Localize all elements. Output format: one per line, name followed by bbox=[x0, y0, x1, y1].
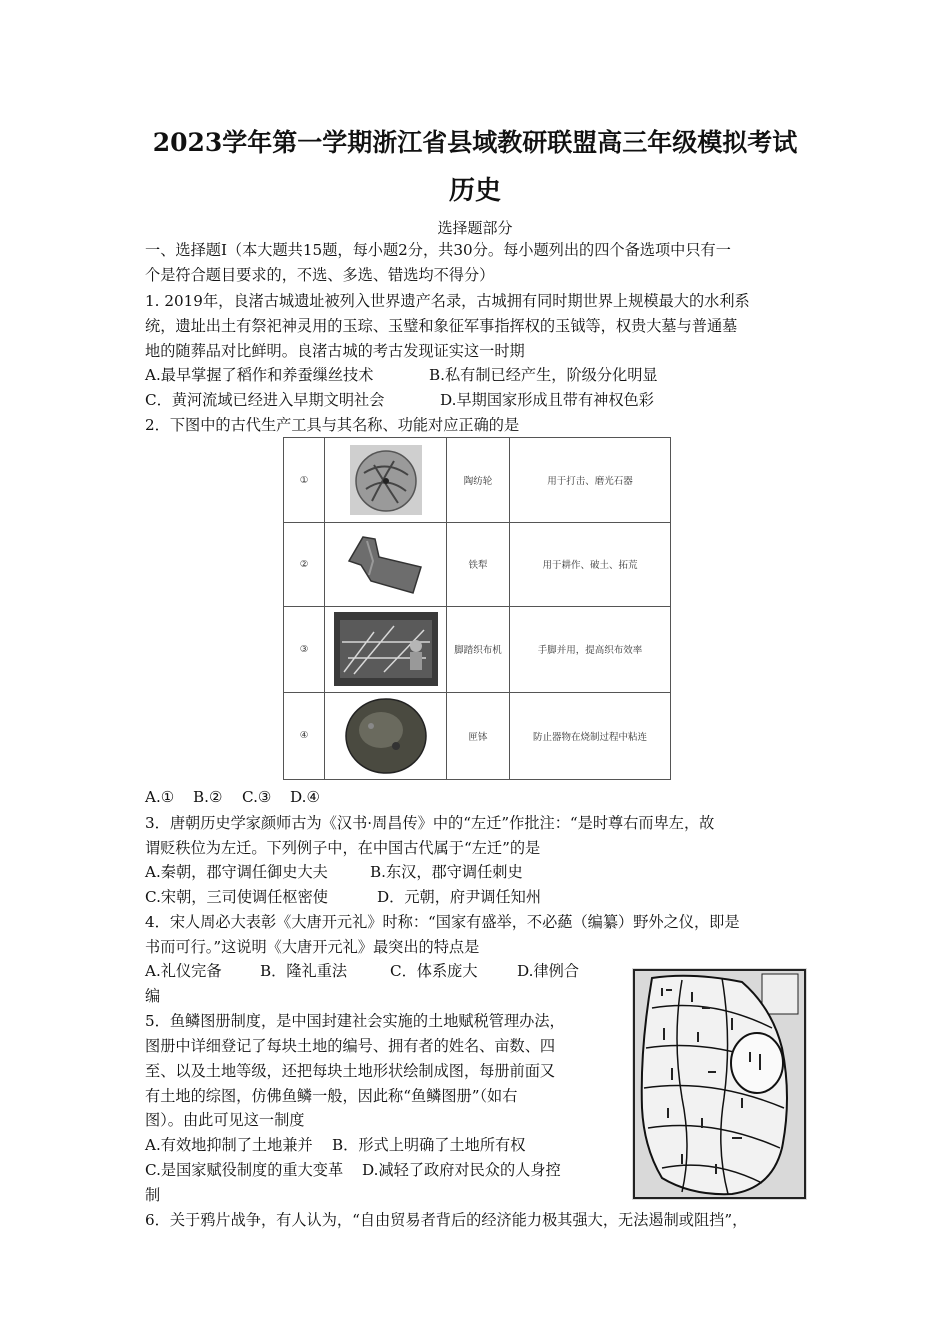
q5-option-c: C.是国家赋役制度的重大变革 bbox=[145, 1161, 344, 1179]
treadle-loom-image bbox=[325, 606, 446, 692]
kiln-disc-image bbox=[325, 692, 446, 779]
row-number: ② bbox=[299, 558, 309, 570]
row-number: ③ bbox=[299, 643, 309, 655]
tool-function: 用于耕作、破土、拓荒 bbox=[542, 560, 638, 571]
q1-option-a: A.最早掌握了稻作和养蚕缫丝技术 bbox=[145, 366, 374, 384]
q1-stem: 1. 2019年，良渚古城遗址被列入世界遗产名录，古城拥有同时期世界上规模最大的水利系 bbox=[145, 292, 750, 310]
tool-name: 匣钵 bbox=[468, 731, 488, 743]
q6-stem: 6．关于鸦片战争，有人认为，“自由贸易者背后的经济能力极其强大，无法遏制或阻挡”， bbox=[145, 1211, 748, 1229]
q5-option-b: B．形式上明确了土地所有权 bbox=[332, 1136, 526, 1154]
q1-option-b: B.私有制已经产生，阶级分化明显 bbox=[429, 366, 658, 384]
q5-stem: 图册中详细登记了每块土地的编号、拥有者的姓名、亩数、四 bbox=[145, 1037, 556, 1055]
section-heading: 选择题部分 bbox=[437, 219, 513, 237]
q2-stem: 2．下图中的古代生产工具与其名称、功能对应正确的是 bbox=[145, 416, 520, 434]
tool-name: 铁犁 bbox=[468, 560, 488, 571]
q2-option-a: A.① bbox=[145, 788, 175, 806]
q5-stem: 有土地的综图，仿佛鱼鳞一般，因此称“鱼鳞图册”（如右 bbox=[145, 1087, 518, 1105]
q5-stem: 图）。由此可见这一制度 bbox=[145, 1111, 305, 1129]
table-row bbox=[284, 522, 670, 607]
q2-option-d: D.④ bbox=[290, 788, 321, 806]
q3-stem: 3．唐朝历史学家颜师古为《汉书·周昌传》中的“左迁”作批注：“是时尊右而卑左，故 bbox=[145, 814, 715, 832]
q3-option-a: A.秦朝，郡守调任御史大夫 bbox=[145, 863, 328, 881]
q1-stem: 地的随葬品对比鲜明。良渚古城的考古发现证实这一时期 bbox=[145, 342, 525, 360]
q3-stem: 谓贬秩位为左迁。下列例子中，在中国古代属于“左迁”的是 bbox=[145, 839, 541, 857]
q5-option-a: A.有效地抑制了土地兼并 bbox=[145, 1136, 313, 1154]
tools-table bbox=[283, 437, 671, 780]
q4-option-d: D.律例合 bbox=[517, 962, 580, 980]
instructions-line: 一、选择题Ⅰ（本大题共15题，每小题2分，共30分。每小题列出的四个备选项中只有一 bbox=[145, 241, 731, 259]
q4-option-d-continued: 编 bbox=[145, 987, 161, 1005]
instructions-line: 个是符合题目要求的，不选、多选、错选均不得分） bbox=[145, 266, 495, 284]
row-number: ① bbox=[299, 474, 309, 486]
tool-function: 用于打击、磨光石器 bbox=[547, 476, 633, 487]
q1-option-d: D.早期国家形成且带有神权色彩 bbox=[440, 391, 654, 409]
q4-option-a: A.礼仪完备 bbox=[145, 962, 222, 980]
q5-stem: 5．鱼鳞图册制度，是中国封建社会实施的土地赋税管理办法， bbox=[145, 1012, 565, 1030]
tool-name: 脚踏织布机 bbox=[454, 645, 502, 656]
q4-stem: 书而可行。”这说明《大唐开元礼》最突出的特点是 bbox=[145, 938, 480, 956]
subject-title: 历史 bbox=[448, 176, 501, 206]
q1-option-c: C．黄河流域已经进入早期文明社会 bbox=[145, 391, 385, 409]
q3-option-c: C.宋朝，三司使调任枢密使 bbox=[145, 888, 328, 906]
q4-stem: 4．宋人周必大表彰《大唐开元礼》时称：“国家有盛举，不必蕝（编纂）野外之仪，即是 bbox=[145, 913, 740, 931]
exam-title: 2023学年第一学期浙江省县域教研联盟高三年级模拟考试 bbox=[152, 128, 798, 157]
row-number: ④ bbox=[299, 730, 309, 741]
q1-stem: 统，遗址出土有祭祀神灵用的玉琮、玉璧和象征军事指挥权的玉钺等，权贵大墓与普通墓 bbox=[145, 317, 738, 335]
tool-name: 陶纺轮 bbox=[463, 476, 493, 487]
spindle-whorl-image bbox=[325, 438, 446, 522]
q4-option-c: C．体系庞大 bbox=[390, 962, 478, 980]
q5-stem: 至、以及土地等级，还把每块土地形状绘制成图，每册前面又 bbox=[145, 1062, 556, 1080]
iron-plow-image bbox=[325, 522, 446, 606]
q4-option-b: B．隆礼重法 bbox=[260, 962, 348, 980]
tool-function: 手脚并用，提高织布效率 bbox=[537, 645, 643, 656]
q5-option-d-continued: 制 bbox=[145, 1186, 161, 1204]
tool-function: 防止器物在烧制过程中粘连 bbox=[532, 731, 647, 743]
q2-option-b: B.② bbox=[193, 788, 223, 806]
table-row bbox=[284, 692, 670, 779]
fish-scale-map-image bbox=[632, 968, 807, 1200]
q2-option-c: C.③ bbox=[242, 788, 272, 806]
table-row bbox=[284, 606, 670, 693]
q3-option-b: B.东汉，郡守调任刺史 bbox=[370, 863, 523, 881]
q5-option-d: D.减轻了政府对民众的人身控 bbox=[362, 1161, 561, 1179]
table-row bbox=[284, 438, 670, 523]
q3-option-d: D．元朝，府尹调任知州 bbox=[377, 888, 542, 906]
